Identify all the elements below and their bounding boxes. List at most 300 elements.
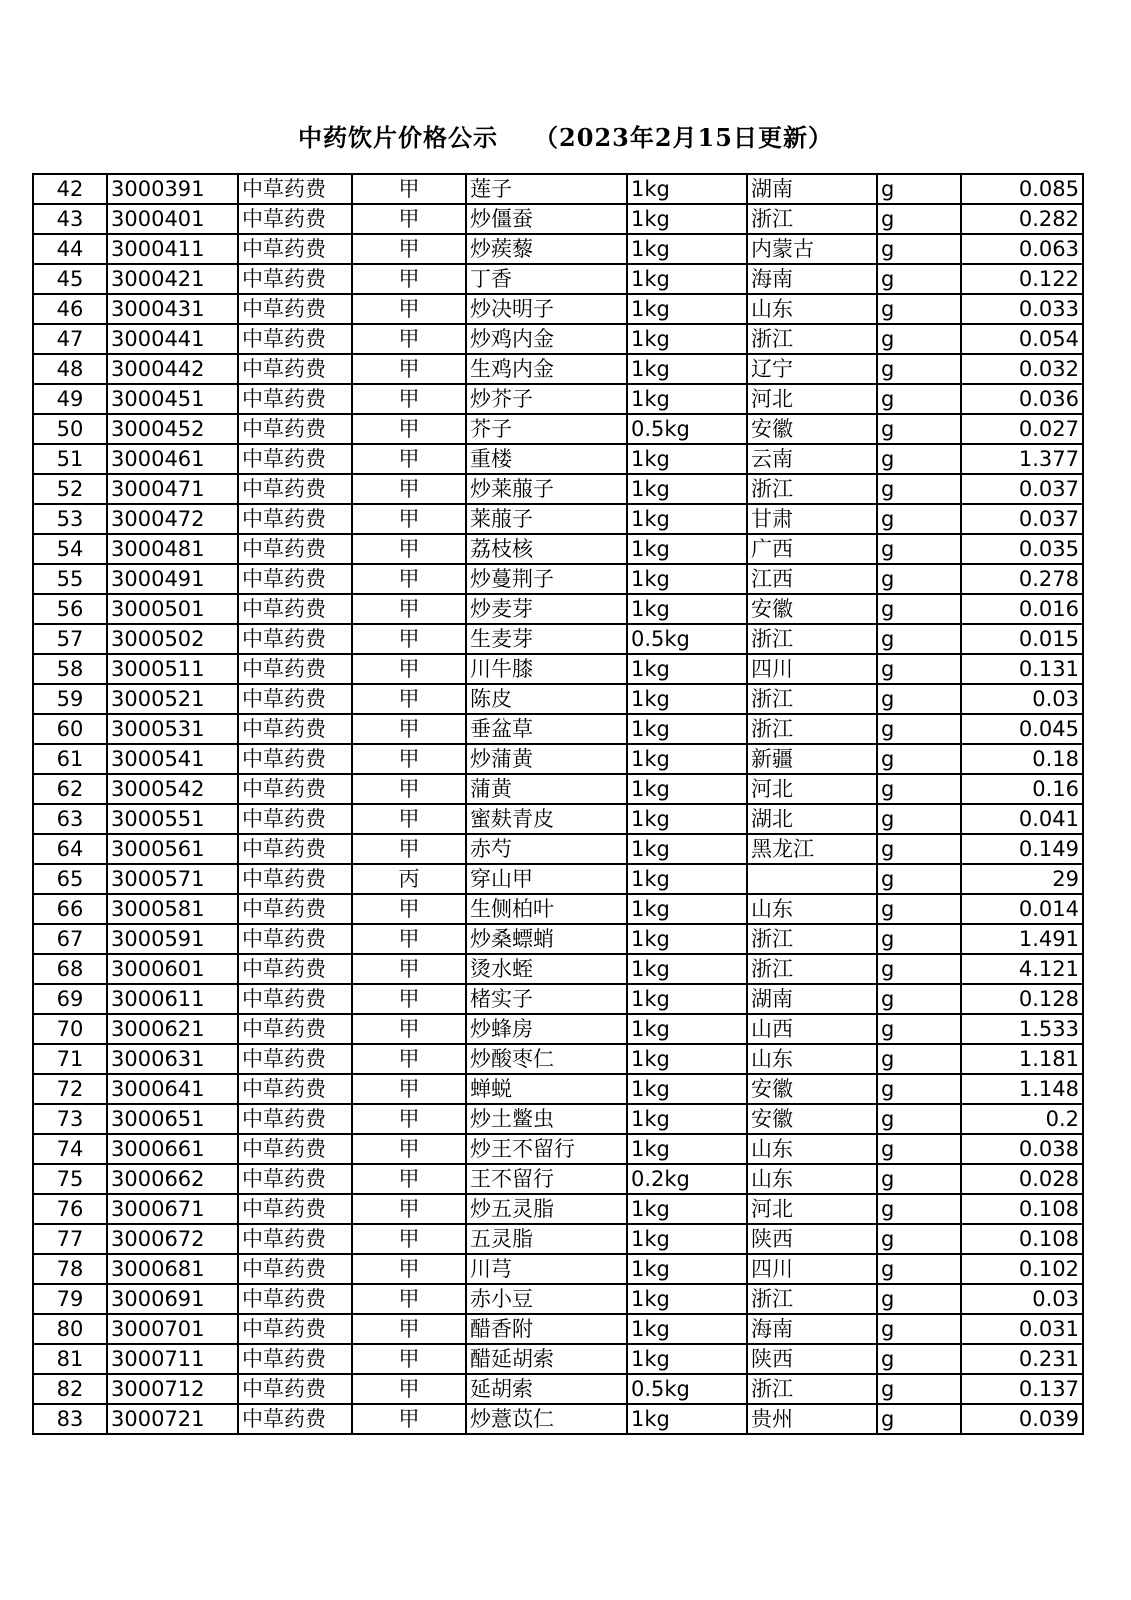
row-number-cell: 58 xyxy=(33,654,107,684)
package-spec-cell: 1kg xyxy=(627,594,747,624)
table-row xyxy=(33,744,1083,774)
origin-region-cell: 浙江 xyxy=(747,714,877,744)
table-row xyxy=(33,1164,1083,1194)
row-number-cell: 65 xyxy=(33,864,107,894)
herb-name-cell: 炒僵蚕 xyxy=(466,204,627,234)
unit-cell: g xyxy=(877,924,961,954)
item-code-cell: 3000711 xyxy=(107,1344,238,1374)
row-number-cell: 46 xyxy=(33,294,107,324)
fee-category-cell: 中草药费 xyxy=(238,534,352,564)
fee-category-cell: 中草药费 xyxy=(238,1074,352,1104)
table-row xyxy=(33,894,1083,924)
origin-region-cell: 浙江 xyxy=(747,324,877,354)
table-row xyxy=(33,1374,1083,1404)
package-spec-cell: 1kg xyxy=(627,714,747,744)
insurance-class-cell: 甲 xyxy=(352,1104,466,1134)
origin-region-cell: 山东 xyxy=(747,1044,877,1074)
package-spec-cell: 1kg xyxy=(627,354,747,384)
insurance-class-cell: 甲 xyxy=(352,594,466,624)
item-code-cell: 3000391 xyxy=(107,174,238,204)
herb-name-cell: 醋香附 xyxy=(466,1314,627,1344)
unit-price-cell: 0.032 xyxy=(961,354,1083,384)
origin-region-cell: 贵州 xyxy=(747,1404,877,1434)
origin-region-cell: 海南 xyxy=(747,1314,877,1344)
herb-name-cell: 赤芍 xyxy=(466,834,627,864)
insurance-class-cell: 甲 xyxy=(352,1224,466,1254)
origin-region-cell: 河北 xyxy=(747,1194,877,1224)
insurance-class-cell: 甲 xyxy=(352,234,466,264)
origin-region-cell: 浙江 xyxy=(747,924,877,954)
unit-price-cell: 0.038 xyxy=(961,1134,1083,1164)
table-row xyxy=(33,264,1083,294)
fee-category-cell: 中草药费 xyxy=(238,1014,352,1044)
item-code-cell: 3000502 xyxy=(107,624,238,654)
unit-cell: g xyxy=(877,294,961,324)
package-spec-cell: 1kg xyxy=(627,804,747,834)
row-number-cell: 63 xyxy=(33,804,107,834)
fee-category-cell: 中草药费 xyxy=(238,294,352,324)
herb-name-cell: 生麦芽 xyxy=(466,624,627,654)
unit-cell: g xyxy=(877,1164,961,1194)
herb-name-cell: 重楼 xyxy=(466,444,627,474)
item-code-cell: 3000411 xyxy=(107,234,238,264)
package-spec-cell: 1kg xyxy=(627,564,747,594)
unit-cell: g xyxy=(877,384,961,414)
insurance-class-cell: 甲 xyxy=(352,684,466,714)
package-spec-cell: 1kg xyxy=(627,324,747,354)
unit-cell: g xyxy=(877,564,961,594)
insurance-class-cell: 甲 xyxy=(352,774,466,804)
insurance-class-cell: 甲 xyxy=(352,984,466,1014)
fee-category-cell: 中草药费 xyxy=(238,384,352,414)
item-code-cell: 3000441 xyxy=(107,324,238,354)
row-number-cell: 45 xyxy=(33,264,107,294)
fee-category-cell: 中草药费 xyxy=(238,444,352,474)
unit-cell: g xyxy=(877,1224,961,1254)
row-number-cell: 48 xyxy=(33,354,107,384)
item-code-cell: 3000472 xyxy=(107,504,238,534)
row-number-cell: 61 xyxy=(33,744,107,774)
herb-name-cell: 炒蒲黄 xyxy=(466,744,627,774)
row-number-cell: 42 xyxy=(33,174,107,204)
insurance-class-cell: 甲 xyxy=(352,474,466,504)
unit-cell: g xyxy=(877,1194,961,1224)
herb-name-cell: 炒酸枣仁 xyxy=(466,1044,627,1074)
table-row xyxy=(33,294,1083,324)
table-row xyxy=(33,324,1083,354)
herb-name-cell: 王不留行 xyxy=(466,1164,627,1194)
origin-region-cell: 山东 xyxy=(747,1164,877,1194)
row-number-cell: 56 xyxy=(33,594,107,624)
unit-cell: g xyxy=(877,864,961,894)
row-number-cell: 49 xyxy=(33,384,107,414)
row-number-cell: 47 xyxy=(33,324,107,354)
origin-region-cell: 浙江 xyxy=(747,474,877,504)
origin-region-cell: 四川 xyxy=(747,654,877,684)
unit-price-cell: 0.18 xyxy=(961,744,1083,774)
update-date: （2023年2月15日更新） xyxy=(534,123,833,152)
origin-region-cell: 安徽 xyxy=(747,594,877,624)
fee-category-cell: 中草药费 xyxy=(238,1224,352,1254)
unit-cell: g xyxy=(877,1074,961,1104)
unit-price-cell: 0.031 xyxy=(961,1314,1083,1344)
table-row xyxy=(33,354,1083,384)
fee-category-cell: 中草药费 xyxy=(238,774,352,804)
origin-region-cell: 黑龙江 xyxy=(747,834,877,864)
herb-name-cell: 炒土鳖虫 xyxy=(466,1104,627,1134)
table-row xyxy=(33,654,1083,684)
herb-name-cell: 烫水蛭 xyxy=(466,954,627,984)
item-code-cell: 3000662 xyxy=(107,1164,238,1194)
insurance-class-cell: 甲 xyxy=(352,834,466,864)
fee-category-cell: 中草药费 xyxy=(238,354,352,384)
item-code-cell: 3000452 xyxy=(107,414,238,444)
item-code-cell: 3000672 xyxy=(107,1224,238,1254)
insurance-class-cell: 甲 xyxy=(352,174,466,204)
herb-name-cell: 生侧柏叶 xyxy=(466,894,627,924)
insurance-class-cell: 甲 xyxy=(352,1044,466,1074)
herb-name-cell: 炒决明子 xyxy=(466,294,627,324)
unit-cell: g xyxy=(877,324,961,354)
herb-name-cell: 莱菔子 xyxy=(466,504,627,534)
package-spec-cell: 1kg xyxy=(627,774,747,804)
origin-region-cell: 广西 xyxy=(747,534,877,564)
fee-category-cell: 中草药费 xyxy=(238,1284,352,1314)
unit-price-cell: 1.377 xyxy=(961,444,1083,474)
table-row xyxy=(33,804,1083,834)
row-number-cell: 64 xyxy=(33,834,107,864)
fee-category-cell: 中草药费 xyxy=(238,834,352,864)
unit-price-cell: 0.033 xyxy=(961,294,1083,324)
unit-price-cell: 0.035 xyxy=(961,534,1083,564)
item-code-cell: 3000542 xyxy=(107,774,238,804)
insurance-class-cell: 甲 xyxy=(352,444,466,474)
fee-category-cell: 中草药费 xyxy=(238,624,352,654)
unit-cell: g xyxy=(877,624,961,654)
fee-category-cell: 中草药费 xyxy=(238,1194,352,1224)
item-code-cell: 3000641 xyxy=(107,1074,238,1104)
package-spec-cell: 1kg xyxy=(627,984,747,1014)
row-number-cell: 72 xyxy=(33,1074,107,1104)
fee-category-cell: 中草药费 xyxy=(238,1164,352,1194)
unit-cell: g xyxy=(877,654,961,684)
unit-cell: g xyxy=(877,264,961,294)
insurance-class-cell: 甲 xyxy=(352,504,466,534)
package-spec-cell: 1kg xyxy=(627,384,747,414)
unit-price-cell: 1.148 xyxy=(961,1074,1083,1104)
unit-cell: g xyxy=(877,1044,961,1074)
herb-name-cell: 炒蔓荆子 xyxy=(466,564,627,594)
table-row xyxy=(33,1254,1083,1284)
origin-region-cell: 河北 xyxy=(747,774,877,804)
row-number-cell: 54 xyxy=(33,534,107,564)
table-row xyxy=(33,594,1083,624)
insurance-class-cell: 甲 xyxy=(352,1134,466,1164)
package-spec-cell: 1kg xyxy=(627,264,747,294)
table-row xyxy=(33,1194,1083,1224)
origin-region-cell: 浙江 xyxy=(747,1284,877,1314)
package-spec-cell: 1kg xyxy=(627,1134,747,1164)
herb-name-cell: 楮实子 xyxy=(466,984,627,1014)
unit-cell: g xyxy=(877,1104,961,1134)
origin-region-cell: 浙江 xyxy=(747,204,877,234)
row-number-cell: 80 xyxy=(33,1314,107,1344)
package-spec-cell: 1kg xyxy=(627,294,747,324)
unit-price-cell: 0.108 xyxy=(961,1224,1083,1254)
table-body xyxy=(33,174,1083,1434)
item-code-cell: 3000401 xyxy=(107,204,238,234)
row-number-cell: 57 xyxy=(33,624,107,654)
insurance-class-cell: 甲 xyxy=(352,1404,466,1434)
item-code-cell: 3000621 xyxy=(107,1014,238,1044)
package-spec-cell: 1kg xyxy=(627,1074,747,1104)
herb-name-cell: 炒蜂房 xyxy=(466,1014,627,1044)
item-code-cell: 3000531 xyxy=(107,714,238,744)
unit-cell: g xyxy=(877,954,961,984)
table-row xyxy=(33,714,1083,744)
herb-name-cell: 炒莱菔子 xyxy=(466,474,627,504)
fee-category-cell: 中草药费 xyxy=(238,864,352,894)
item-code-cell: 3000551 xyxy=(107,804,238,834)
insurance-class-cell: 甲 xyxy=(352,1314,466,1344)
unit-price-cell: 0.03 xyxy=(961,1284,1083,1314)
package-spec-cell: 1kg xyxy=(627,444,747,474)
item-code-cell: 3000651 xyxy=(107,1104,238,1134)
origin-region-cell: 河北 xyxy=(747,384,877,414)
row-number-cell: 71 xyxy=(33,1044,107,1074)
item-code-cell: 3000541 xyxy=(107,744,238,774)
item-code-cell: 3000511 xyxy=(107,654,238,684)
insurance-class-cell: 甲 xyxy=(352,1284,466,1314)
table-row xyxy=(33,474,1083,504)
item-code-cell: 3000421 xyxy=(107,264,238,294)
table-row xyxy=(33,504,1083,534)
herb-name-cell: 垂盆草 xyxy=(466,714,627,744)
fee-category-cell: 中草药费 xyxy=(238,684,352,714)
row-number-cell: 44 xyxy=(33,234,107,264)
package-spec-cell: 0.5kg xyxy=(627,414,747,444)
table-row xyxy=(33,1284,1083,1314)
row-number-cell: 69 xyxy=(33,984,107,1014)
origin-region-cell: 湖北 xyxy=(747,804,877,834)
unit-price-cell: 0.054 xyxy=(961,324,1083,354)
herb-name-cell: 炒蒺藜 xyxy=(466,234,627,264)
origin-region-cell: 山西 xyxy=(747,1014,877,1044)
item-code-cell: 3000521 xyxy=(107,684,238,714)
item-code-cell: 3000491 xyxy=(107,564,238,594)
herb-name-cell: 赤小豆 xyxy=(466,1284,627,1314)
fee-category-cell: 中草药费 xyxy=(238,714,352,744)
package-spec-cell: 1kg xyxy=(627,1314,747,1344)
unit-price-cell: 0.063 xyxy=(961,234,1083,264)
unit-price-cell: 4.121 xyxy=(961,954,1083,984)
unit-price-cell: 0.03 xyxy=(961,684,1083,714)
unit-cell: g xyxy=(877,204,961,234)
unit-price-cell: 29 xyxy=(961,864,1083,894)
unit-cell: g xyxy=(877,1374,961,1404)
fee-category-cell: 中草药费 xyxy=(238,1344,352,1374)
package-spec-cell: 1kg xyxy=(627,174,747,204)
insurance-class-cell: 甲 xyxy=(352,1254,466,1284)
insurance-class-cell: 甲 xyxy=(352,654,466,684)
herb-name-cell: 炒桑螵蛸 xyxy=(466,924,627,954)
fee-category-cell: 中草药费 xyxy=(238,174,352,204)
unit-price-cell: 0.027 xyxy=(961,414,1083,444)
unit-cell: g xyxy=(877,474,961,504)
table-row xyxy=(33,684,1083,714)
fee-category-cell: 中草药费 xyxy=(238,894,352,924)
herb-name-cell: 川牛膝 xyxy=(466,654,627,684)
origin-region-cell: 浙江 xyxy=(747,684,877,714)
page-title xyxy=(0,118,1131,153)
insurance-class-cell: 甲 xyxy=(352,294,466,324)
item-code-cell: 3000601 xyxy=(107,954,238,984)
herb-name-cell: 炒王不留行 xyxy=(466,1134,627,1164)
item-code-cell: 3000571 xyxy=(107,864,238,894)
unit-cell: g xyxy=(877,414,961,444)
unit-price-cell: 1.491 xyxy=(961,924,1083,954)
unit-cell: g xyxy=(877,354,961,384)
fee-category-cell: 中草药费 xyxy=(238,1404,352,1434)
origin-region-cell: 山东 xyxy=(747,894,877,924)
origin-region-cell: 山东 xyxy=(747,294,877,324)
insurance-class-cell: 甲 xyxy=(352,1014,466,1044)
herb-name-cell: 丁香 xyxy=(466,264,627,294)
origin-region-cell: 陕西 xyxy=(747,1344,877,1374)
item-code-cell: 3000631 xyxy=(107,1044,238,1074)
herb-name-cell: 穿山甲 xyxy=(466,864,627,894)
insurance-class-cell: 甲 xyxy=(352,1344,466,1374)
origin-region-cell xyxy=(747,864,877,894)
herb-name-cell: 醋延胡索 xyxy=(466,1344,627,1374)
item-code-cell: 3000442 xyxy=(107,354,238,384)
table-row xyxy=(33,564,1083,594)
row-number-cell: 78 xyxy=(33,1254,107,1284)
insurance-class-cell: 甲 xyxy=(352,384,466,414)
unit-price-cell: 0.282 xyxy=(961,204,1083,234)
package-spec-cell: 1kg xyxy=(627,504,747,534)
fee-category-cell: 中草药费 xyxy=(238,804,352,834)
insurance-class-cell: 甲 xyxy=(352,1374,466,1404)
unit-cell: g xyxy=(877,804,961,834)
unit-price-cell: 0.037 xyxy=(961,474,1083,504)
table-row xyxy=(33,1074,1083,1104)
item-code-cell: 3000461 xyxy=(107,444,238,474)
insurance-class-cell: 甲 xyxy=(352,894,466,924)
item-code-cell: 3000581 xyxy=(107,894,238,924)
fee-category-cell: 中草药费 xyxy=(238,504,352,534)
origin-region-cell: 甘肃 xyxy=(747,504,877,534)
table-row xyxy=(33,1044,1083,1074)
unit-price-cell: 0.014 xyxy=(961,894,1083,924)
row-number-cell: 68 xyxy=(33,954,107,984)
item-code-cell: 3000471 xyxy=(107,474,238,504)
row-number-cell: 43 xyxy=(33,204,107,234)
insurance-class-cell: 甲 xyxy=(352,414,466,444)
insurance-class-cell: 甲 xyxy=(352,534,466,564)
fee-category-cell: 中草药费 xyxy=(238,1044,352,1074)
table-row xyxy=(33,204,1083,234)
insurance-class-cell: 甲 xyxy=(352,324,466,354)
insurance-class-cell: 丙 xyxy=(352,864,466,894)
insurance-class-cell: 甲 xyxy=(352,564,466,594)
fee-category-cell: 中草药费 xyxy=(238,1134,352,1164)
unit-price-cell: 0.231 xyxy=(961,1344,1083,1374)
row-number-cell: 75 xyxy=(33,1164,107,1194)
fee-category-cell: 中草药费 xyxy=(238,414,352,444)
unit-cell: g xyxy=(877,744,961,774)
item-code-cell: 3000561 xyxy=(107,834,238,864)
unit-cell: g xyxy=(877,1404,961,1434)
origin-region-cell: 山东 xyxy=(747,1134,877,1164)
unit-cell: g xyxy=(877,1314,961,1344)
insurance-class-cell: 甲 xyxy=(352,1194,466,1224)
unit-price-cell: 0.278 xyxy=(961,564,1083,594)
item-code-cell: 3000451 xyxy=(107,384,238,414)
row-number-cell: 79 xyxy=(33,1284,107,1314)
table-row xyxy=(33,1014,1083,1044)
insurance-class-cell: 甲 xyxy=(352,924,466,954)
unit-price-cell: 1.181 xyxy=(961,1044,1083,1074)
package-spec-cell: 1kg xyxy=(627,1254,747,1284)
package-spec-cell: 1kg xyxy=(627,1014,747,1044)
row-number-cell: 60 xyxy=(33,714,107,744)
table-row xyxy=(33,984,1083,1014)
origin-region-cell: 安徽 xyxy=(747,1104,877,1134)
table-row xyxy=(33,834,1083,864)
table-row xyxy=(33,1104,1083,1134)
table-row xyxy=(33,1134,1083,1164)
item-code-cell: 3000701 xyxy=(107,1314,238,1344)
origin-region-cell: 浙江 xyxy=(747,624,877,654)
unit-price-cell: 1.533 xyxy=(961,1014,1083,1044)
package-spec-cell: 1kg xyxy=(627,744,747,774)
unit-cell: g xyxy=(877,174,961,204)
item-code-cell: 3000721 xyxy=(107,1404,238,1434)
fee-category-cell: 中草药费 xyxy=(238,474,352,504)
row-number-cell: 73 xyxy=(33,1104,107,1134)
origin-region-cell: 新疆 xyxy=(747,744,877,774)
unit-cell: g xyxy=(877,444,961,474)
insurance-class-cell: 甲 xyxy=(352,1074,466,1104)
origin-region-cell: 陕西 xyxy=(747,1224,877,1254)
herb-name-cell: 炒麦芽 xyxy=(466,594,627,624)
unit-price-cell: 0.149 xyxy=(961,834,1083,864)
unit-price-cell: 0.016 xyxy=(961,594,1083,624)
unit-cell: g xyxy=(877,1344,961,1374)
herb-name-cell: 生鸡内金 xyxy=(466,354,627,384)
row-number-cell: 55 xyxy=(33,564,107,594)
herb-name-cell: 芥子 xyxy=(466,414,627,444)
package-spec-cell: 1kg xyxy=(627,1194,747,1224)
package-spec-cell: 1kg xyxy=(627,204,747,234)
fee-category-cell: 中草药费 xyxy=(238,594,352,624)
table-row xyxy=(33,234,1083,264)
package-spec-cell: 1kg xyxy=(627,894,747,924)
price-table xyxy=(32,173,1084,1435)
fee-category-cell: 中草药费 xyxy=(238,324,352,354)
page-title-text: 中药饮片价格公示 xyxy=(298,123,499,152)
herb-name-cell: 莲子 xyxy=(466,174,627,204)
fee-category-cell: 中草药费 xyxy=(238,564,352,594)
package-spec-cell: 1kg xyxy=(627,474,747,504)
row-number-cell: 59 xyxy=(33,684,107,714)
package-spec-cell: 1kg xyxy=(627,954,747,984)
package-spec-cell: 1kg xyxy=(627,1104,747,1134)
package-spec-cell: 1kg xyxy=(627,534,747,564)
table-row xyxy=(33,444,1083,474)
fee-category-cell: 中草药费 xyxy=(238,234,352,264)
